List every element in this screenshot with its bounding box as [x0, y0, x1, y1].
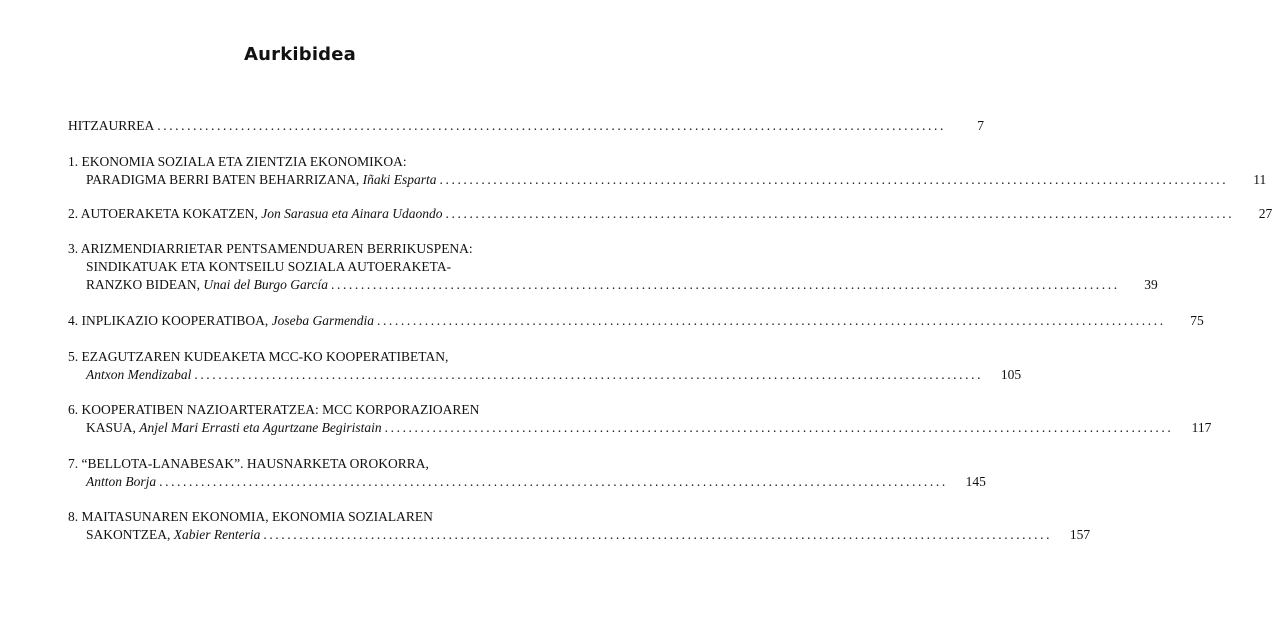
entry-title-line: SAKONTZEA, [86, 527, 171, 542]
entry-author: Unai del Burgo García [203, 277, 328, 292]
entry-author: Jon Sarasua eta Ainara Udaondo [261, 206, 443, 221]
entry-title-line: 7. “BELLOTA-LANABESAK”. HAUSNARKETA OROKORRA, [68, 456, 429, 471]
entry-title-line: 2. AUTOERAKETA KOKATZEN, [68, 206, 258, 221]
entry-title-line: 1. EKONOMIA SOZIALA ETA ZIENTZIA EKONOMIKOA: [68, 154, 407, 169]
entry-author: Joseba Garmendia [271, 313, 374, 328]
entry-author: Xabier Renteria [173, 527, 261, 542]
page-number: 105 [1000, 367, 1022, 382]
toc-entry-2[interactable] [68, 205, 1272, 223]
entry-title-line: 3. ARIZMENDIARRIETAR PENTSAMENDUAREN BERRIKUSPENA: [68, 241, 473, 256]
entry-title: HITZAURREA [68, 118, 155, 133]
dot-leader: .................................................................................................................................... [263, 527, 1053, 542]
entry-title-line: PARADIGMA BERRI BATEN BEHARRIZANA, [86, 172, 360, 187]
page-number: 39 [1144, 277, 1158, 292]
page-number: 11 [1253, 172, 1267, 187]
toc-entry-6[interactable] [68, 401, 1212, 437]
page-number: 7 [977, 118, 984, 133]
entry-title-line: RANZKO BIDEAN, [86, 277, 200, 292]
toc-entry-4[interactable] [68, 312, 1204, 330]
toc-entry-1[interactable] [68, 153, 1267, 189]
dot-leader: .................................................................................................................................... [376, 313, 1166, 328]
entry-title-line: KASUA, [86, 420, 136, 435]
toc-entry-7[interactable] [68, 455, 986, 491]
dot-leader: .................................................................................................................................... [157, 118, 946, 133]
dot-leader: .................................................................................................................................... [445, 206, 1235, 221]
dot-leader: .................................................................................................................................... [439, 172, 1229, 187]
page-number: 75 [1190, 313, 1204, 328]
entry-author: Iñaki Esparta [362, 172, 437, 187]
entry-author: Anjel Mari Errasti eta Agurtzane Begiristain [139, 420, 382, 435]
dot-leader: .................................................................................................................................... [194, 367, 984, 382]
toc-entry-hitzaurrea[interactable] [68, 117, 984, 135]
entry-author: Antxon Mendizabal [86, 367, 192, 382]
dot-leader: .................................................................................................................................... [384, 420, 1174, 435]
page-number: 27 [1258, 206, 1272, 221]
dot-leader: .................................................................................................................................... [159, 474, 948, 489]
page-number: 157 [1069, 527, 1091, 542]
page-number: 145 [965, 474, 986, 489]
entry-title-line: 6. KOOPERATIBEN NAZIOARTERATZEA: MCC KORPORAZIOAREN [68, 402, 480, 417]
entry-title-line: 8. MAITASUNAREN EKONOMIA, EKONOMIA SOZIALAREN [68, 509, 433, 524]
page-number: 117 [1191, 420, 1212, 435]
entry-title-line: 5. EZAGUTZAREN KUDEAKETA MCC-KO KOOPERATIBETAN, [68, 349, 449, 364]
toc-entry-3[interactable] [68, 240, 1158, 294]
dot-leader: .................................................................................................................................... [331, 277, 1120, 292]
toc-entry-5[interactable] [68, 348, 1022, 384]
toc-entry-8[interactable] [68, 508, 1091, 544]
entry-title-line: 4. INPLIKAZIO KOOPERATIBOA, [68, 313, 269, 328]
page-title: Aurkibidea [243, 44, 357, 65]
entry-author: Antton Borja [86, 474, 157, 489]
entry-title-line: SINDIKATUAK ETA KONTSEILU SOZIALA AUTOERAKETA- [86, 259, 452, 274]
